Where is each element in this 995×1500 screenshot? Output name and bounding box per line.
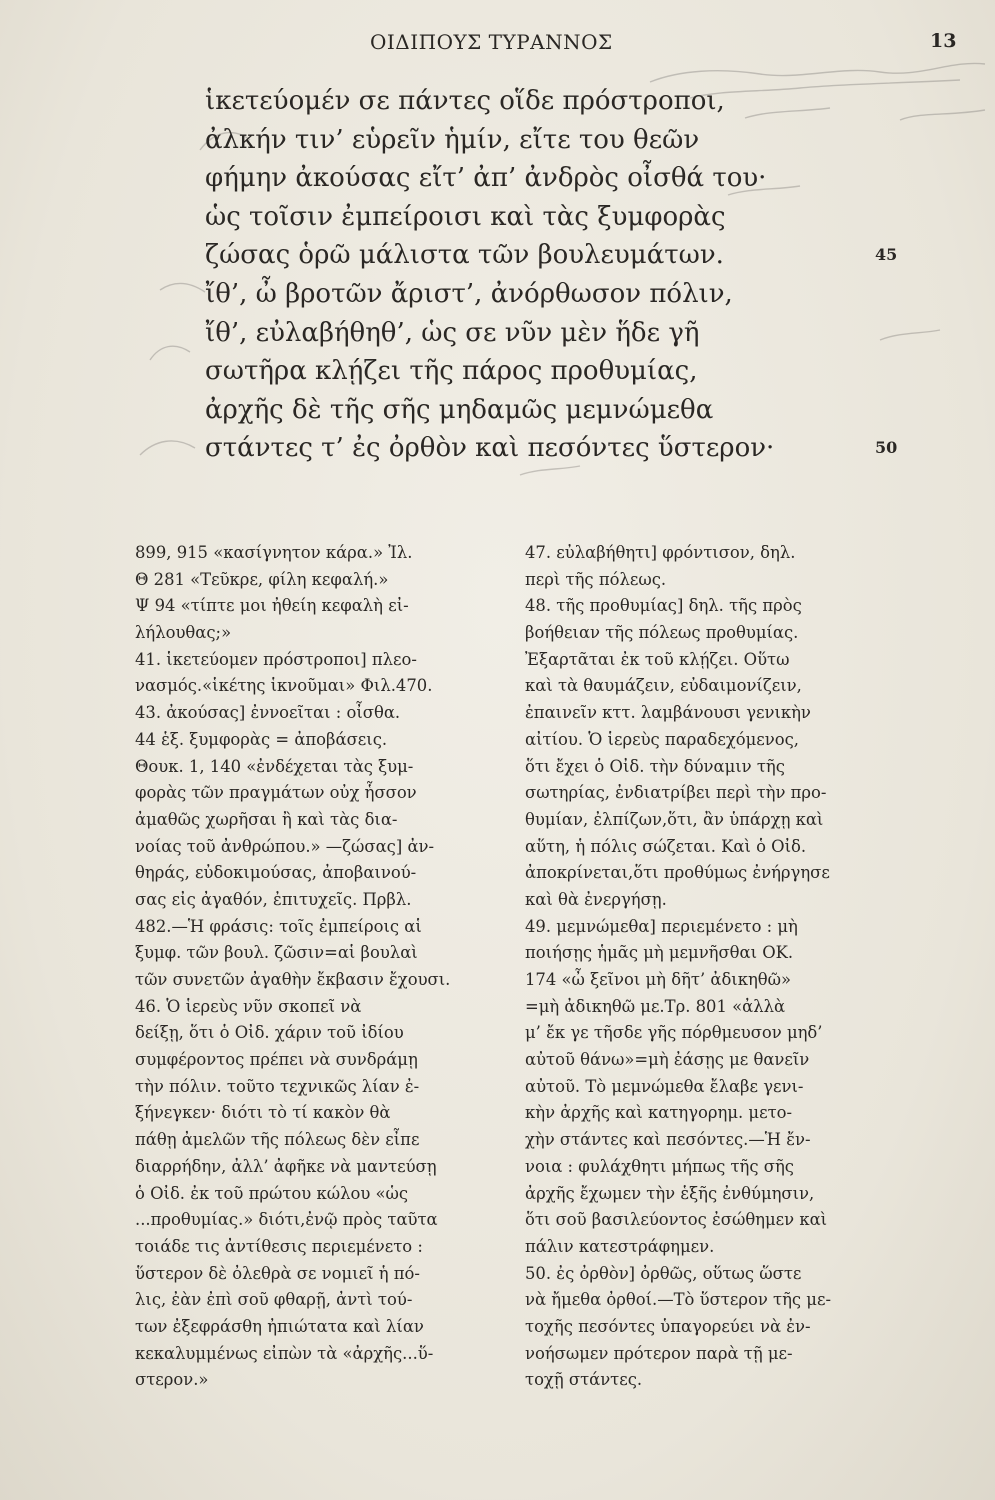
verse-line bbox=[205, 275, 925, 314]
commentary-line: 43. ἀκούσας] ἐννοεῖται : οἶσθα. bbox=[135, 703, 401, 723]
commentary-line: κεκαλυμμένως εἰπὼν τὰ «ἀρχῆς...ὕ- bbox=[135, 1343, 434, 1363]
verse-text: ζώσας ὁρῶ μάλιστα τῶν βουλευμάτων. bbox=[205, 240, 724, 271]
commentary-line: τὴν πόλιν. τοῦτο τεχνικῶς λίαν ἐ- bbox=[135, 1076, 420, 1096]
verse-line bbox=[205, 82, 925, 121]
commentary-line: πάθῃ ἀμελῶν τῆς πόλεως δὲν εἶπε bbox=[135, 1130, 420, 1150]
verse-text: ἴθ’, εὐλαβήθηθ’, ὡς σε νῦν μὲν ἥδε γῆ bbox=[205, 317, 700, 348]
commentary-line: ξυμφ. τῶν βουλ. ζῶσιν=αἱ βουλαὶ bbox=[135, 943, 418, 963]
verse-text: ἀλκήν τιν’ εὑρεῖν ἡμίν, εἴτε του θεῶν bbox=[205, 124, 700, 155]
commentary-line: ὅτι σοῦ βασιλεύοντος ἐσώθημεν καὶ bbox=[525, 1210, 828, 1230]
commentary-line: χὴν στάντες καὶ πεσόντες.—Ἡ ἔν- bbox=[525, 1130, 811, 1150]
commentary-line: ποιήσῃς ἡμᾶς μὴ μεμνῆσθαι ΟΚ. bbox=[525, 943, 794, 963]
commentary-right-column bbox=[525, 540, 895, 1394]
commentary-line: νοήσωμεν πρότερον παρὰ τῇ με- bbox=[525, 1343, 793, 1363]
commentary-line: ὅτι ἔχει ὁ Οἰδ. τὴν δύναμιν τῆς bbox=[525, 756, 785, 776]
commentary-left-column bbox=[135, 540, 483, 1394]
commentary-line: τοχῇ στάντες. bbox=[525, 1370, 643, 1390]
verse-line bbox=[205, 352, 925, 391]
commentary-line: 50. ἐς ὀρθὸν] ὀρθῶς, οὕτως ὥστε bbox=[525, 1263, 802, 1283]
commentary-line: ἀρχῆς ἔχωμεν τὴν ἑξῆς ἐνθύμησιν, bbox=[525, 1183, 815, 1203]
page-header bbox=[0, 30, 995, 60]
commentary-line: δείξῃ, ὅτι ὁ Οἰδ. χάριν τοῦ ἰδίου bbox=[135, 1023, 404, 1043]
commentary-line: αὕτη, ἡ πόλις σώζεται. Καὶ ὁ Οἰδ. bbox=[525, 836, 807, 856]
commentary-line: σας εἰς ἀγαθόν, ἐπιτυχεῖς. Πρβλ. bbox=[135, 889, 412, 909]
verse-text: ἴθ’, ὦ βροτῶν ἄριστ’, ἀνόρθωσον πόλιν, bbox=[205, 278, 733, 309]
commentary-line: Θ 281 «Τεῦκρε, φίλη κεφαλή.» bbox=[135, 569, 389, 589]
running-title: ΟΙΔΙΠΟΥΣ ΤΥΡΑΝΝΟΣ bbox=[370, 30, 613, 54]
commentary-line: ...προθυμίας.» διότι,ἐνῷ πρὸς ταῦτα bbox=[135, 1210, 438, 1230]
verse-text: ἱκετεύομέν σε πάντες οἵδε πρόστροποι, bbox=[205, 86, 725, 116]
commentary-line: 174 «ὦ ξεῖνοι μὴ δῆτ’ ἀδικηθῶ» bbox=[525, 970, 792, 989]
line-number: 45 bbox=[875, 245, 898, 265]
commentary-line: ἐπαινεῖν κττ. λαμβάνουσι γενικὴν bbox=[525, 703, 811, 723]
commentary-line: 44 ἑξ. ξυμφορὰς = ἀποβάσεις. bbox=[135, 729, 388, 749]
commentary-line: νὰ ἤμεθα ὀρθοί.—Τὸ ὕστερον τῆς με- bbox=[525, 1290, 831, 1310]
commentary-line: τῶν συνετῶν ἀγαθὴν ἔκβασιν ἔχουσι. bbox=[135, 970, 451, 989]
verse-text: στάντες τ’ ἐς ὀρθὸν καὶ πεσόντες ὕστερον· bbox=[205, 433, 775, 464]
commentary-line: τοχῆς πεσόντες ὑπαγορεύει νὰ ἐν- bbox=[525, 1316, 811, 1336]
commentary-line: λις, ἐὰν ἐπὶ σοῦ φθαρῇ, ἀντὶ τού- bbox=[135, 1290, 413, 1310]
verse-block bbox=[205, 82, 925, 468]
commentary-line: 49. μεμνώμεθα] περιεμένετο : μὴ bbox=[525, 916, 798, 936]
commentary-line: θηράς, εὐδοκιμούσας, ἀποβαινού- bbox=[135, 863, 417, 883]
verse-line bbox=[205, 236, 925, 275]
commentary-line: λήλουθας;» bbox=[135, 623, 232, 643]
verse-line bbox=[205, 159, 925, 198]
verse-text: φήμην ἀκούσας εἴτ’ ἀπ’ ἀνδρὸς οἶσθά του· bbox=[205, 163, 767, 194]
verse-line bbox=[205, 198, 925, 237]
commentary-line: 41. ἱκετεύομεν πρόστροποι] πλεο- bbox=[135, 649, 417, 669]
verse-text: ἀρχῆς δὲ τῆς σῆς μηδαμῶς μεμνώμεθα bbox=[205, 394, 714, 425]
commentary-line: ἀποκρίνεται,ὅτι προθύμως ἐνήργησε bbox=[525, 863, 830, 883]
commentary-line: καὶ θὰ ἐνεργήσῃ. bbox=[525, 889, 667, 909]
commentary-line: φορὰς τῶν πραγμάτων οὐχ ἧσσον bbox=[135, 783, 417, 803]
commentary-line: νοια : φυλάχθητι μήπως τῆς σῆς bbox=[525, 1156, 794, 1176]
commentary-line: σωτηρίας, ἐνδιατρίβει περὶ τὴν προ- bbox=[525, 783, 827, 803]
line-number: 50 bbox=[875, 438, 898, 458]
commentary-line: Ἐξαρτᾶται ἐκ τοῦ κλῄζει. Οὕτω bbox=[525, 649, 790, 669]
commentary-line: των ἐξεφράσθη ἠπιώτατα καὶ λίαν bbox=[135, 1316, 424, 1336]
commentary-line: τοιάδε τις ἀντίθεσις περιεμένετο : bbox=[135, 1236, 423, 1256]
commentary-line: 899, 915 «κασίγνητον κάρα.» Ἰλ. bbox=[135, 543, 413, 562]
commentary-line: θυμίαν, ἐλπίζων,ὅτι, ἂν ὑπάρχῃ καὶ bbox=[525, 809, 824, 829]
commentary-line: βοήθειαν τῆς πόλεως προθυμίας. bbox=[525, 623, 799, 643]
commentary-line: 482.—Ἡ φράσις: τοῖς ἐμπείροις αἱ bbox=[135, 916, 422, 936]
commentary-line: ξήνεγκεν· διότι τὸ τί κακὸν θὰ bbox=[135, 1103, 391, 1123]
commentary-line: συμφέροντος πρέπει νὰ συνδράμῃ bbox=[135, 1050, 418, 1070]
commentary-line: αἰτίου. Ὁ ἱερεὺς παραδεχόμενος, bbox=[525, 729, 800, 749]
verse-line bbox=[205, 429, 925, 468]
commentary-line: πάλιν κατεστράφημεν. bbox=[525, 1236, 715, 1256]
commentary-line: αὐτοῦ. Τὸ μεμνώμεθα ἔλαβε γενι- bbox=[525, 1076, 804, 1096]
verse-line bbox=[205, 391, 925, 430]
commentary-line: 47. εὐλαβήθητι] φρόντισον, δηλ. bbox=[525, 543, 796, 562]
commentary-line: ὕστερον δὲ ὀλεθρὰ σε νομιεῖ ἡ πό- bbox=[135, 1263, 420, 1283]
commentary-line: =μὴ ἀδικηθῶ με.Τρ. 801 «ἀλλὰ bbox=[525, 996, 786, 1016]
verse-line bbox=[205, 314, 925, 353]
page-number: 13 bbox=[930, 30, 957, 52]
commentary-line: 46. Ὁ ἱερεὺς νῦν σκοπεῖ νὰ bbox=[135, 996, 362, 1016]
commentary-line: διαρρήδην, ἀλλ’ ἀφῆκε νὰ μαντεύσῃ bbox=[135, 1156, 437, 1176]
commentary-line: κὴν ἀρχῆς καὶ κατηγορημ. μετο- bbox=[525, 1103, 793, 1123]
commentary-line: ὁ Οἰδ. ἐκ τοῦ πρώτου κώλου «ὡς bbox=[135, 1183, 409, 1203]
commentary-line: καὶ τὰ θαυμάζειν, εὐδαιμονίζειν, bbox=[525, 676, 802, 696]
commentary-line: ἀμαθῶς χωρῆσαι ἢ καὶ τὰς δια- bbox=[135, 809, 398, 829]
commentary-line: μ’ ἔκ γε τῆσδε γῆς πόρθμευσον μηδ’ bbox=[525, 1023, 823, 1043]
commentary-line: αὐτοῦ θάνω»=μὴ ἐάσῃς με θανεῖν bbox=[525, 1050, 810, 1070]
verse-line bbox=[205, 121, 925, 160]
commentary-line: Θουκ. 1, 140 «ἐνδέχεται τὰς ξυμ- bbox=[135, 756, 414, 776]
commentary-line: περὶ τῆς πόλεως. bbox=[525, 569, 667, 589]
commentary-line: νοίας τοῦ ἀνθρώπου.» —ζώσας] ἀν- bbox=[135, 836, 435, 856]
verse-text: ὡς τοῖσιν ἐμπείροισι καὶ τὰς ξυμφορὰς bbox=[205, 201, 726, 232]
commentary-line: νασμός.«ἱκέτης ἱκνοῦμαι» Φιλ.470. bbox=[135, 676, 433, 696]
commentary-line: στερον.» bbox=[135, 1370, 209, 1390]
commentary-line: 48. τῆς προθυμίας] δηλ. τῆς πρὸς bbox=[525, 596, 802, 616]
verse-text: σωτῆρα κλῄζει τῆς πάρος προθυμίας, bbox=[205, 356, 698, 387]
commentary-line: Ψ 94 «τίπτε μοι ἠθείη κεφαλὴ εἰ- bbox=[135, 596, 409, 616]
